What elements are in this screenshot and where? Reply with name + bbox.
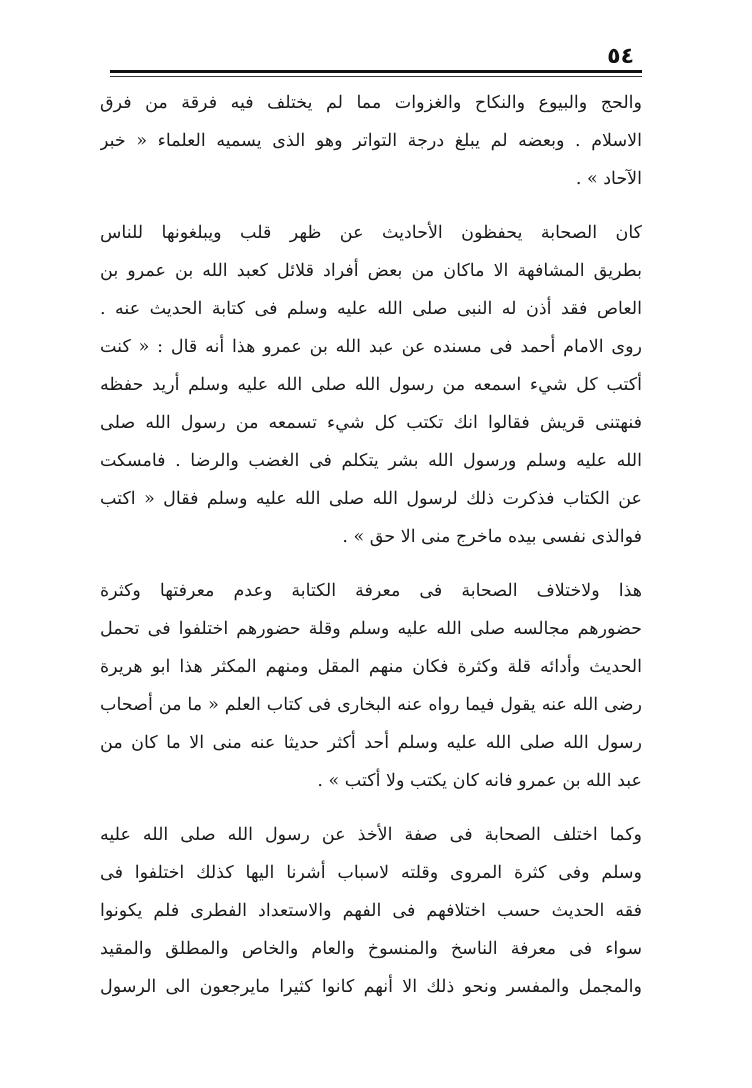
paragraph-gap — [100, 556, 642, 572]
text-line: فقه الحديث حسب اختلافهم فى الفهم والاستعداد الفطرى فلم يكونوا — [100, 901, 642, 921]
text-line: والمجمل والمفسر ونحو ذلك الا أنهم كانوا كثيرا مايرجعون الى الرسول — [100, 977, 642, 997]
text-line: أكتب كل شيء اسمعه من رسول الله صلى الله عليه وسلم أريد حفظه — [100, 375, 642, 395]
text-line: عبد الله بن عمرو فانه كان يكتب ولا أكتب » . — [317, 771, 642, 791]
header-rule — [110, 70, 642, 73]
text-line: العاص فقد أذن له النبى صلى الله عليه وسلم فى كتابة الحديث عنه . — [100, 299, 642, 319]
paragraph-1 — [100, 84, 642, 198]
page-number: ٥٤ — [607, 44, 634, 69]
text-line: هذا ولاختلاف الصحابة فى معرفة الكتابة وعدم معرفتها وكثرة — [100, 581, 642, 601]
text-line: الاسلام . وبعضه لم يبلغ درجة التواتر وهو الذى يسميه العلماء « خبر — [100, 131, 642, 151]
text-line: وكما اختلف الصحابة فى صفة الأخذ عن رسول الله صلى الله عليه — [100, 825, 642, 845]
text-line: بطريق المشافهة الا ماكان من بعض أفراد قلائل كعبد الله بن عمرو بن — [100, 261, 642, 281]
text-line: عن الكتاب فذكرت ذلك لرسول الله صلى الله عليه وسلم فقال « اكتب — [100, 489, 642, 509]
text-line: كان الصحابة يحفظون الأحاديث عن ظهر قلب ويبلغونها للناس — [100, 223, 642, 243]
text-line: رسول الله صلى الله عليه وسلم أحد أكثر حديثا عنه منى الا ما كان من — [100, 733, 642, 753]
paragraph-gap — [100, 198, 642, 214]
paragraph-3 — [100, 572, 642, 800]
paragraph-gap — [100, 800, 642, 816]
text-line: فوالذى نفسى بيده ماخرج منى الا حق » . — [342, 527, 642, 547]
text-line: سواء فى معرفة الناسخ والمنسوخ والعام والخاص والمطلق والمقيد — [100, 939, 642, 959]
text-line: حضورهم مجالسه صلى الله عليه وسلم وقلة حضورهم اختلفوا فى تحمل — [100, 619, 642, 639]
paragraph-4 — [100, 816, 642, 1006]
text-line: والحج والبيوع والنكاح والغزوات مما لم يختلف فيه فرقة من فرق — [100, 93, 642, 113]
text-line: وسلم وفى كثرة المروى وقلته لاسباب أشرنا اليها كذلك اختلفوا فى — [100, 863, 642, 883]
text-line: روى الامام أحمد فى مسنده عن عبد الله بن عمرو هذا أنه قال : « كنت — [100, 337, 642, 357]
text-line: الآحاد » . — [575, 169, 642, 189]
body-text — [100, 84, 642, 1006]
text-line: رضى الله عنه يقول فيما رواه عنه البخارى فى كتاب العلم « ما من أصحاب — [100, 695, 642, 715]
text-line: الحديث وأدائه قلة وكثرة فكان منهم المقل ومنهم المكثر هذا ابو هريرة — [100, 657, 642, 677]
paragraph-2 — [100, 214, 642, 556]
text-line: الله عليه وسلم ورسول الله بشر يتكلم فى الغضب والرضا . فامسكت — [100, 451, 642, 471]
text-line: فنهتنى قريش فقالوا انك تكتب كل شيء تسمعه من رسول الله صلى — [100, 413, 642, 433]
header-rule-thin — [110, 76, 642, 77]
